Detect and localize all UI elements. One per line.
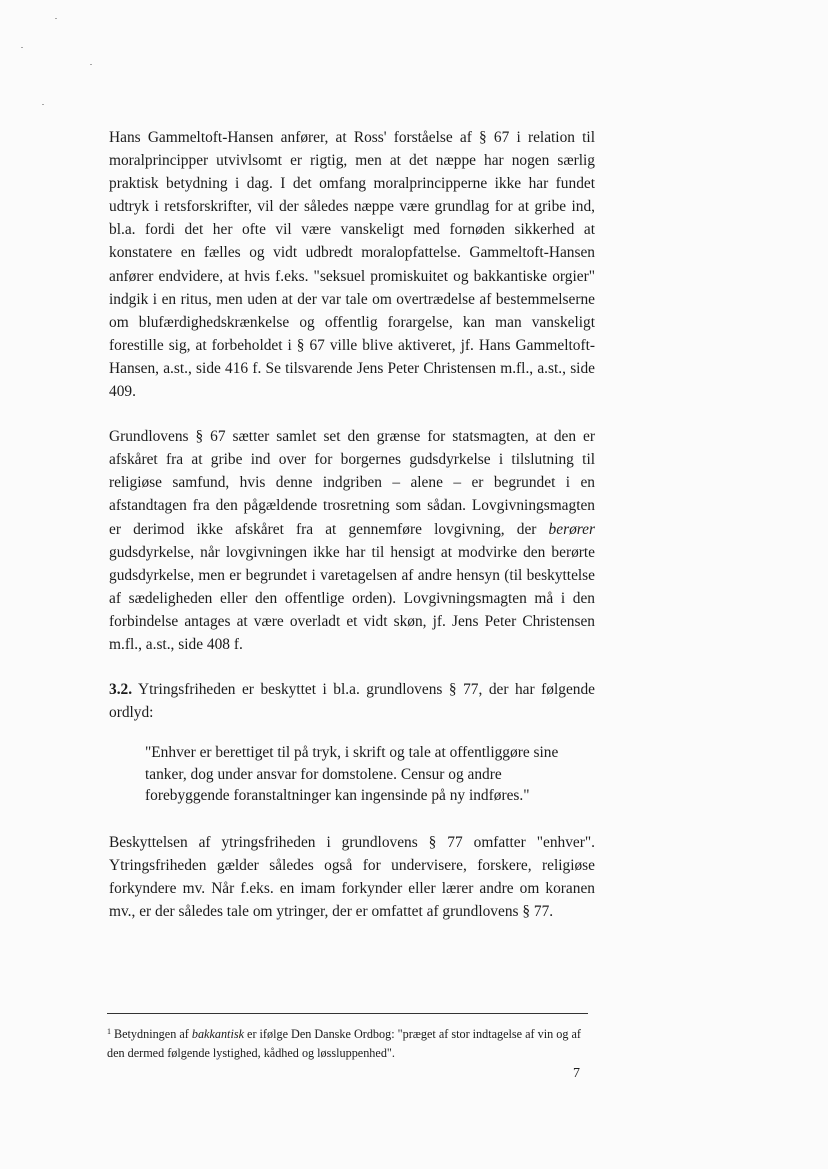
paragraph-text: Grundlovens § 67 sætter samlet set den grænse for statsmagten, at den er afskåret fra at gribe ind over for borgernes gudsdyrkelse i tilslutning til religiøse samfund, hvis denne indgriben – alene – er begrundet i en afstandtagen fra den pågældende trosretning som sådan. Lovgivningsmagten er derimod ikke afskåret fra at gennemføre lovgivning, der bbox=[109, 428, 595, 538]
footnote-emphasis: bakkantisk bbox=[191, 1027, 244, 1041]
footnote-text: er ifølge Den Danske Ordbog: "præget af stor indtagelse af vin og af den dermed følgende lystighed, kådhed og løssluppenhed". bbox=[107, 1027, 581, 1060]
section-number: 3.2. bbox=[109, 681, 133, 699]
paragraph-text: Ytringsfriheden er beskyttet i bl.a. grundlovens § 77, der har følgende ordlyd: bbox=[109, 681, 595, 722]
footnote-text: Betydningen af bbox=[114, 1027, 192, 1041]
scan-speck bbox=[90, 64, 92, 65]
footnote-marker: 1 bbox=[107, 1027, 111, 1036]
scan-speck bbox=[42, 104, 44, 105]
footnote bbox=[107, 1022, 593, 1063]
scan-speck bbox=[21, 47, 23, 48]
emphasis-berorer: berører bbox=[548, 520, 595, 538]
paragraph-grundlovens-67 bbox=[109, 425, 595, 656]
paragraph-gammeltoft-hansen: Hans Gammeltoft-Hansen anfører, at Ross' forståelse af § 67 i relation til moralprincipper utvivlsomt er rigtig, men at det næppe har nogen særlig praktisk betydning i dag. I det omfang moralprincipperne ikke har fundet udtryk i retsforskrifter, vil der således næppe være grundlag for at gribe ind, bl.a. fordi det her ofte vil være vanskeligt med fornøden sikkerhed at konstatere en fælles og vidt udbredt moralopfattelse. Gammeltoft-Hansen anfører endvidere, at hvis f.eks. "seksuel promiskuitet og bakkantiske orgier" indgik i en ritus, men uden at der var tale om overtrædelse af bestemmelserne om blufærdighedskrænkelse og offentlig forargelse, kan man vanskeligt forestille sig, at forbeholdet i § 67 ville blive aktiveret, jf. Hans Gammeltoft-Hansen, a.st., side 416 f. Se tilsvarende Jens Peter Christensen m.fl., a.st., side 409. bbox=[109, 129, 595, 401]
footnote-divider bbox=[107, 1013, 588, 1014]
scan-speck bbox=[55, 18, 57, 19]
paragraph-ytringsfrihed: Beskyttelsen af ytringsfriheden i grundlovens § 77 omfatter "enhver". Ytringsfriheden gælder således også for undervisere, forskere, religiøse forkyndere mv. Når f.eks. en imam forkynder eller lærer andre om koranen mv., er der således tale om ytringer, der er omfattet af grundlovens § 77. bbox=[109, 833, 595, 921]
page-number: 7 bbox=[573, 1066, 580, 1081]
paragraph-text: gudsdyrkelse, når lovgivningen ikke har til hensigt at modvirke den berørte gudsdyrkelse, men er begrundet i varetagelsen af andre hensyn (til beskyttelse af sædeligheden eller den offentlige orden). Lovgivningsmagten må i den forbindelse antages at være overladt et vidt skøn, jf. Jens Peter Christensen m.fl., a.st., side 408 f. bbox=[109, 543, 595, 653]
paragraph-section-3-2 bbox=[109, 678, 595, 724]
body-text bbox=[109, 126, 595, 945]
block-quote: "Enhver er berettiget til på tryk, i skrift og tale at offentliggøre sine tanker, dog under ansvar for domstolene. Censur og andre forebyggende foranstaltninger kan ingensinde på ny indføres." bbox=[145, 744, 559, 805]
